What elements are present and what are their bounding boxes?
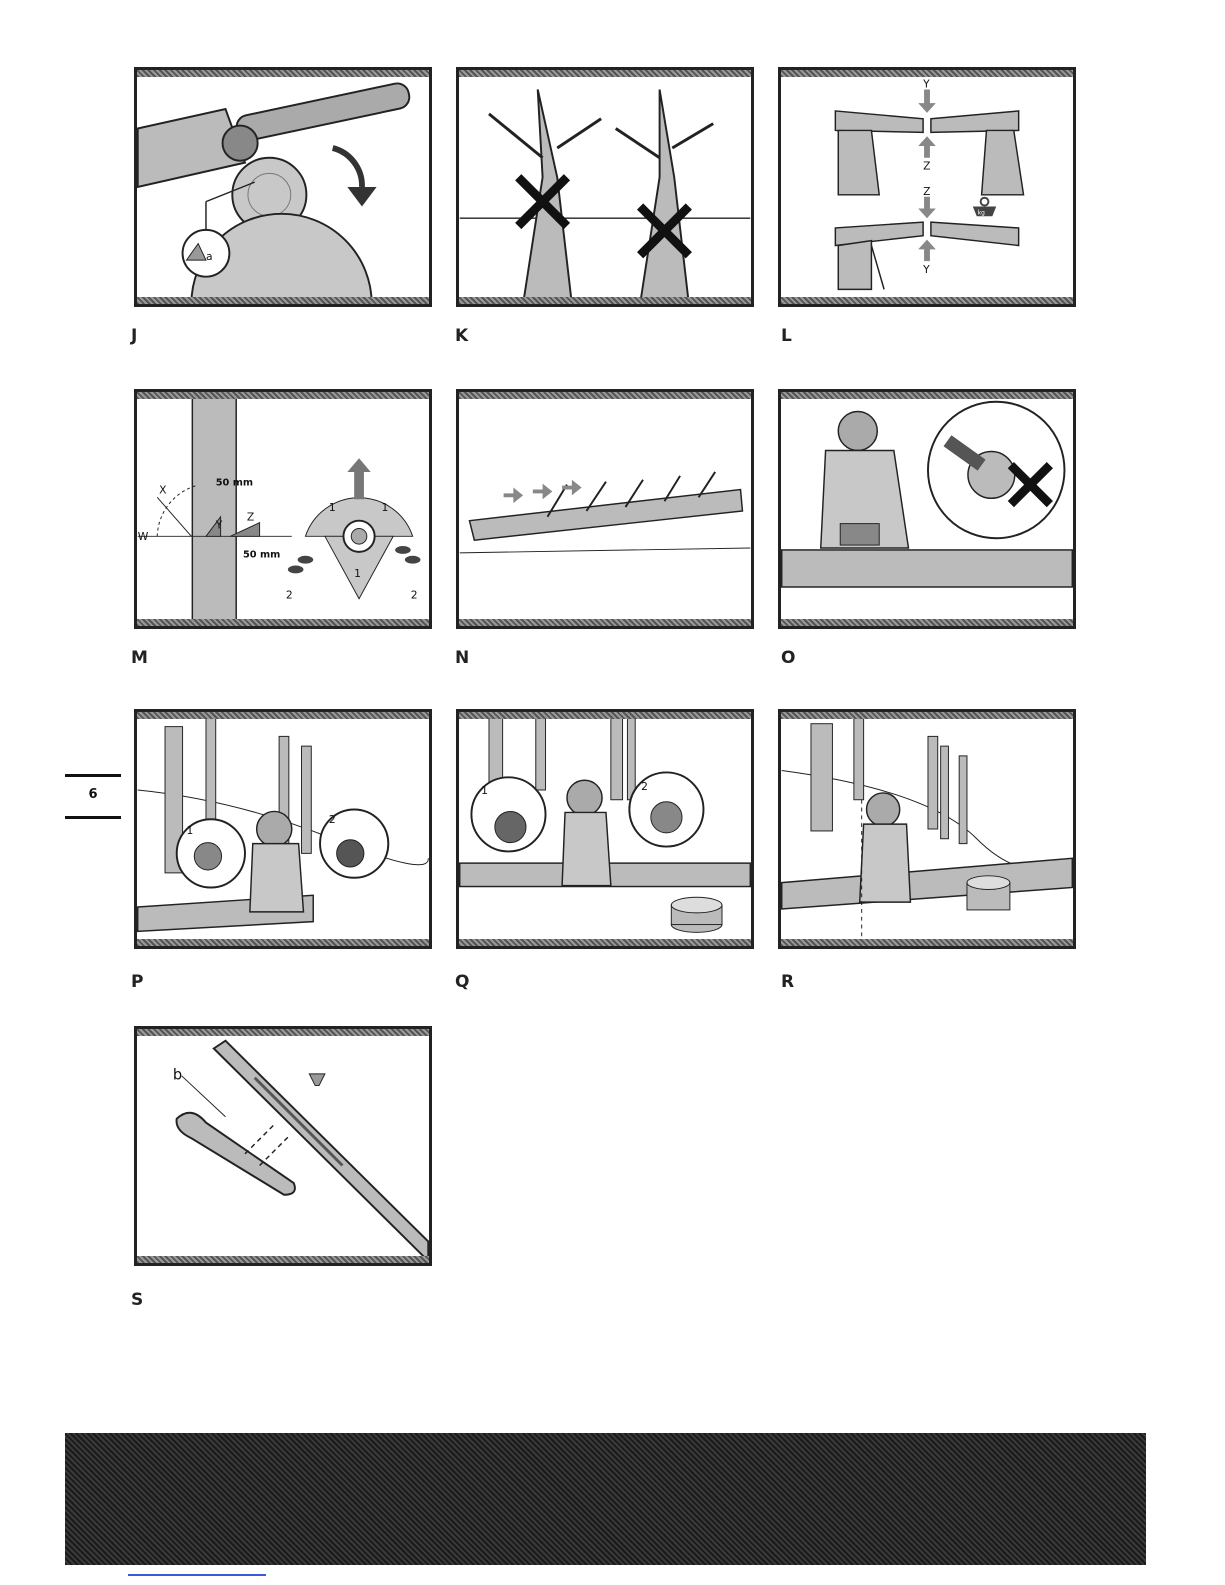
figure-j-label-a: a <box>205 250 213 264</box>
figure-m-label-z: Z <box>246 510 255 524</box>
figure-m-label-y: Y <box>215 518 223 532</box>
page-number: 6 <box>88 787 98 802</box>
figure-p-illustration <box>137 712 429 946</box>
figure-s-illustration <box>137 1029 429 1263</box>
figure-o <box>778 389 1076 629</box>
figure-m-label-50mm-bottom: 50 mm <box>243 549 281 561</box>
footer-band <box>65 1433 1146 1565</box>
figure-l-label-z-bottom: Z <box>923 184 931 198</box>
figure-m-label-1c: 1 <box>354 567 362 581</box>
figure-n-illustration <box>459 392 751 626</box>
figure-m-label-50mm-top: 50 mm <box>215 477 254 489</box>
figure-m-label-2a: 2 <box>285 588 293 602</box>
figure-p-label-2: 2 <box>328 813 336 827</box>
figure-q-label-2: 2 <box>641 780 648 793</box>
figure-l-caption: L <box>781 326 792 346</box>
figure-j-illustration <box>137 70 429 304</box>
figure-p-label-1: 1 <box>186 823 194 837</box>
page-marker-top-line <box>65 774 121 777</box>
figure-m-label-1a: 1 <box>328 500 336 514</box>
figure-o-caption: O <box>781 648 796 668</box>
figure-o-illustration <box>781 392 1073 626</box>
figure-q <box>456 709 754 949</box>
figure-l-illustration <box>781 70 1073 304</box>
figure-n-caption: N <box>455 648 470 668</box>
figure-q-caption: Q <box>455 972 470 992</box>
figure-s-label-b: b <box>172 1066 183 1084</box>
figure-n <box>456 389 754 629</box>
figure-l-label-kg: kg <box>977 210 985 217</box>
figure-l-label-z-top: Z <box>923 159 931 173</box>
figure-r-caption: R <box>781 972 795 992</box>
figure-m-label-w: W <box>137 530 149 544</box>
figure-r-illustration <box>781 712 1073 946</box>
figure-l-label-y-bottom: Y <box>923 262 930 276</box>
figure-p-caption: P <box>131 972 144 992</box>
footer-link-underline <box>128 1574 266 1576</box>
figure-l-label-y-top: Y <box>923 77 930 91</box>
figure-m-label-2b: 2 <box>410 588 418 602</box>
page-marker-bottom-line <box>65 816 121 819</box>
figure-m-label-1b: 1 <box>381 500 389 514</box>
figure-l <box>778 67 1076 307</box>
figure-r <box>778 709 1076 949</box>
figure-j <box>134 67 432 307</box>
figure-k-caption: K <box>455 326 469 346</box>
figure-p <box>134 709 432 949</box>
figure-k-illustration <box>459 70 751 304</box>
figure-k <box>456 67 754 307</box>
figure-m <box>134 389 432 629</box>
figure-j-caption: J <box>131 326 138 346</box>
figure-q-label-1: 1 <box>481 783 489 797</box>
figure-s <box>134 1026 432 1266</box>
figure-m-caption: M <box>131 648 148 668</box>
figure-m-illustration <box>137 392 429 626</box>
figure-s-caption: S <box>131 1290 144 1310</box>
figure-q-illustration <box>459 712 751 946</box>
figure-m-label-x: X <box>159 483 167 497</box>
